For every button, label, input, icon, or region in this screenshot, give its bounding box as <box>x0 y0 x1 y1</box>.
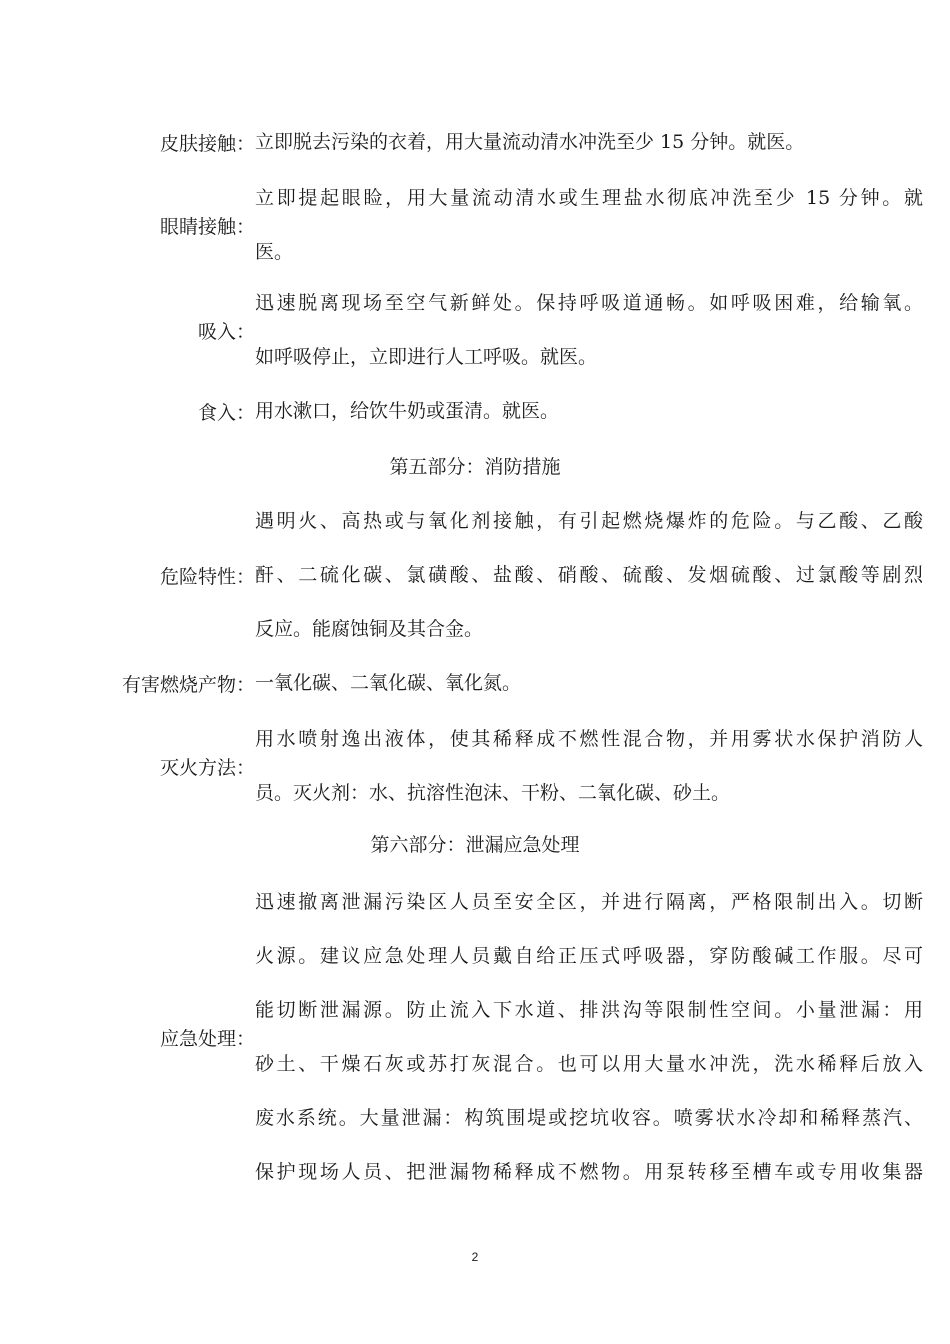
text-line: 火源。建议应急处理人员戴自给正压式呼吸器，穿防酸碱工作服。尽可 <box>255 945 923 967</box>
label-ingestion: 食入： <box>197 401 255 424</box>
text-line: 反应。能腐蚀铜及其合金。 <box>255 618 484 640</box>
section-emergency <box>0 875 950 1199</box>
text-line: 如呼吸停止，立即进行人工呼吸。就医。 <box>255 346 598 368</box>
section-ingestion <box>0 384 950 438</box>
text-line: 遇明火、高热或与氧化剂接触，有引起燃烧爆炸的危险。与乙酸、乙酸 <box>255 510 923 532</box>
content-ingestion <box>255 384 923 438</box>
text-line: 员。灭火剂：水、抗溶性泡沫、干粉、二氧化碳、砂土。 <box>255 782 731 804</box>
text-line: 保护现场人员、把泄漏物稀释成不燃物。用泵转移至槽车或专用收集器 <box>255 1161 923 1183</box>
text-line: 立即提起眼睑，用大量流动清水或生理盐水彻底冲洗至少 15 分钟。就 <box>255 187 923 209</box>
label-eye-contact: 眼睛接触： <box>159 215 255 238</box>
page-number: 2 <box>471 1250 479 1264</box>
text-line: 用水漱口，给饮牛奶或蛋清。就医。 <box>255 400 560 422</box>
label-skin-contact: 皮肤接触： <box>159 132 255 155</box>
section-extinguish <box>0 712 950 820</box>
section-hazard <box>0 494 950 656</box>
content-combustion <box>255 656 923 710</box>
text-line: 酐、二硫化碳、氯磺酸、盐酸、硝酸、硫酸、发烟硫酸、过氯酸等剧烈 <box>255 564 923 586</box>
text-line: 废水系统。大量泄漏：构筑围堤或挖坑收容。喷雾状水冷却和稀释蒸汽、 <box>255 1107 923 1129</box>
content-hazard <box>255 494 923 656</box>
section-eye-contact <box>0 171 950 279</box>
text-line: 用水喷射逸出液体，使其稀释成不燃性混合物，并用雾状水保护消防人 <box>255 728 923 750</box>
section-heading-fire: 第五部分：消防措施 <box>389 456 561 478</box>
content-skin-contact <box>255 115 923 169</box>
text-line: 迅速撤离泄漏污染区人员至安全区，并进行隔离，严格限制出入。切断 <box>255 891 923 913</box>
section-combustion <box>0 656 950 710</box>
content-extinguish <box>255 712 923 820</box>
label-inhalation: 吸入： <box>197 320 255 343</box>
label-emergency: 应急处理： <box>159 1027 255 1050</box>
text-line: 迅速脱离现场至空气新鲜处。保持呼吸道通畅。如呼吸困难，给输氧。 <box>255 292 923 314</box>
content-emergency <box>255 875 923 1199</box>
text-line: 医。 <box>255 241 294 263</box>
label-extinguish: 灭火方法： <box>159 756 255 779</box>
content-eye-contact <box>255 171 923 279</box>
section-skin-contact <box>0 115 950 169</box>
label-hazard: 危险特性： <box>159 565 255 588</box>
text-line: 一氧化碳、二氧化碳、氧化氮。 <box>255 672 522 694</box>
text-line: 立即脱去污染的衣着，用大量流动清水冲洗至少 15 分钟。就医。 <box>255 131 805 153</box>
text-line: 能切断泄漏源。防止流入下水道、排洪沟等限制性空间。小量泄漏：用 <box>255 999 923 1021</box>
section-heading-leak: 第六部分：泄漏应急处理 <box>370 834 580 856</box>
text-line: 砂土、干燥石灰或苏打灰混合。也可以用大量水冲洗，洗水稀释后放入 <box>255 1053 923 1075</box>
section-inhalation <box>0 276 950 384</box>
label-combustion: 有害燃烧产物： <box>121 673 255 696</box>
content-inhalation <box>255 276 923 384</box>
